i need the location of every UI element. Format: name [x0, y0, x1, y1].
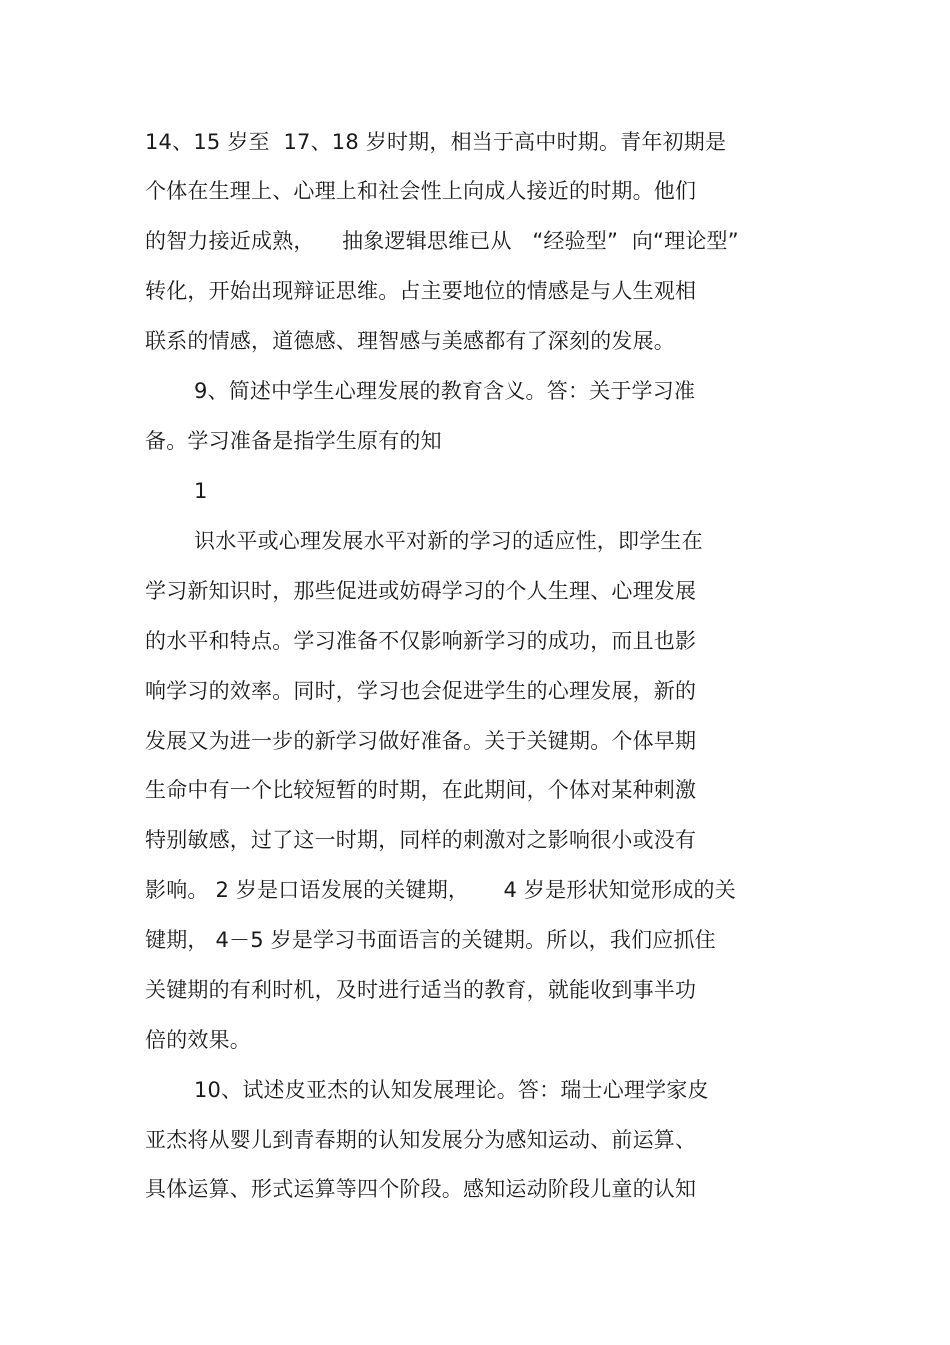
text-line: 发展又为进一步的新学习做好准备。关于关键期。个体早期 — [145, 729, 697, 753]
text-line: 生命中有一个比较短暂的时期，在此期间，个体对某种刺激 — [145, 778, 697, 802]
text-line: 影响。 2 岁是口语发展的关键期， 4 岁是形状知觉形成的关 — [145, 878, 736, 902]
text-line: 关键期的有利时机，及时进行适当的教育，就能收到事半功 — [145, 978, 697, 1002]
text-line: 亚杰将从婴儿到青春期的认知发展分为感知运动、前运算、 — [145, 1128, 697, 1152]
text-line: 的智力接近成熟， 抽象逻辑思维已从 “经验型” 向“理论型” — [145, 229, 739, 253]
text-line: 14、15 岁至 17、18 岁时期，相当于高中时期。青年初期是 — [145, 130, 727, 154]
page-number: 1 — [194, 479, 208, 503]
text-line: 响学习的效率。同时，学习也会促进学生的心理发展，新的 — [145, 679, 697, 703]
question-line: 9、简述中学生心理发展的教育含义。答：关于学习准 — [194, 379, 696, 403]
text-line: 键期， 4－5 岁是学习书面语言的关键期。所以，我们应抓住 — [145, 928, 716, 952]
text-line: 具体运算、形式运算等四个阶段。感知运动阶段儿童的认知 — [145, 1177, 697, 1201]
text-line: 的水平和特点。学习准备不仅影响新学习的成功，而且也影 — [145, 629, 697, 653]
text-line: 备。学习准备是指学生原有的知 — [145, 429, 442, 453]
text-line: 倍的效果。 — [145, 1028, 251, 1052]
text-line: 联系的情感，道德感、理智感与美感都有了深刻的发展。 — [145, 329, 675, 353]
text-line: 转化，开始出现辩证思维。占主要地位的情感是与人生观相 — [145, 279, 697, 303]
text-line: 识水平或心理发展水平对新的学习的适应性，即学生在 — [194, 529, 703, 553]
text-line: 个体在生理上、心理上和社会性上向成人接近的时期。他们 — [145, 179, 697, 203]
question-line: 10、试述皮亚杰的认知发展理论。答：瑞士心理学家皮 — [194, 1078, 709, 1102]
text-line: 特别敏感，过了这一时期，同样的刺激对之影响很小或没有 — [145, 828, 697, 852]
text-line: 学习新知识时，那些促进或妨碍学习的个人生理、心理发展 — [145, 579, 697, 603]
